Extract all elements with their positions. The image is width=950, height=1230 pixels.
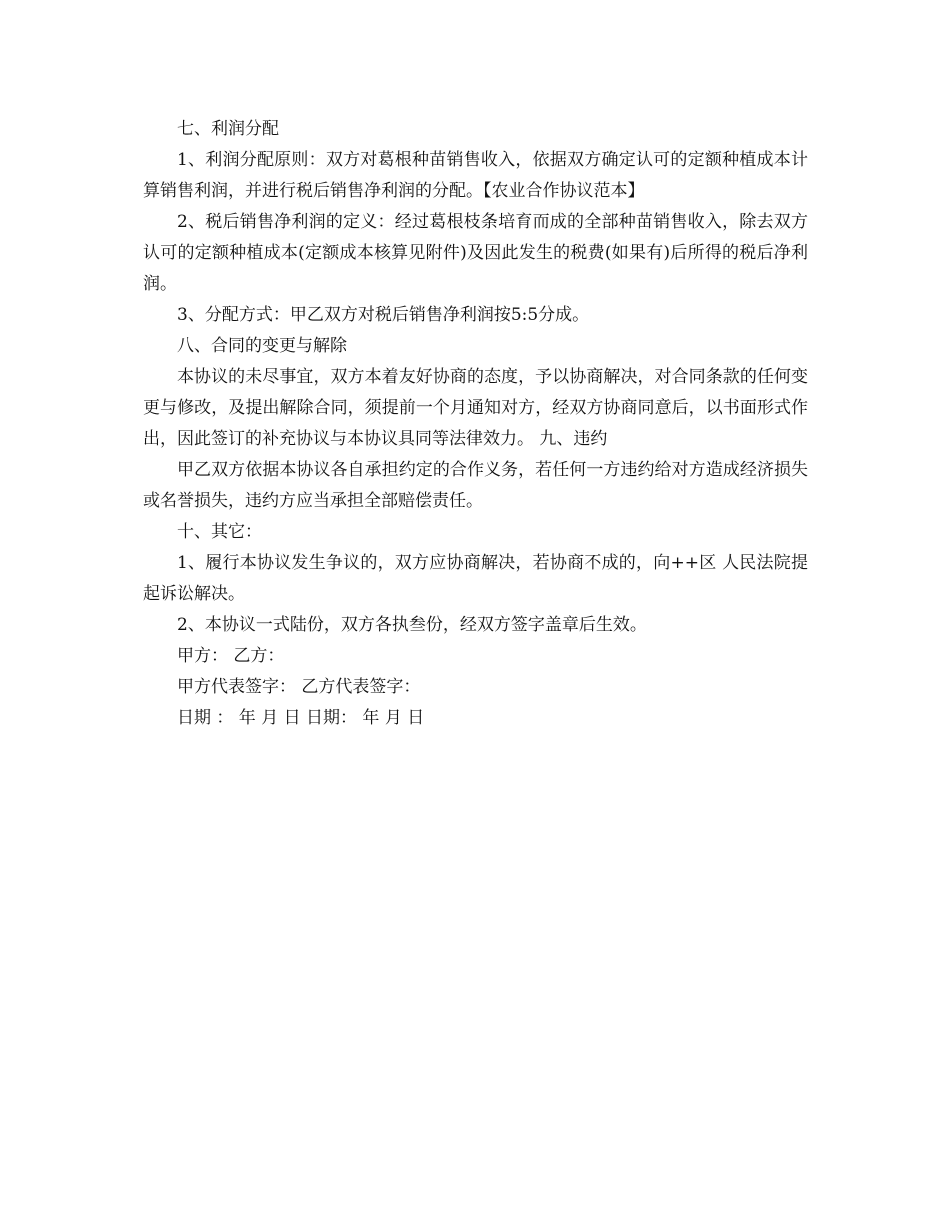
clause-dispute: 1、履行本协议发生争议的，双方应协商解决，若协商不成的，向++区 人民法院提起诉讼解决。 [143, 553, 808, 604]
document-body [143, 114, 808, 734]
clause-contract-change: 本协议的未尽事宜，双方本着友好协商的态度，予以协商解决，对合同条款的任何变更与修改，及提出解除合同，须提前一个月通知对方，经双方协商同意后，以书面形式作出，因此签订的补充协议与本协议具同等法律效力。 九、违约 [143, 367, 808, 449]
section-heading-contract-change: 八、合同的变更与解除 [177, 336, 347, 356]
signature-parties: 甲方： 乙方： [177, 646, 285, 666]
clause-copies: 2、本协议一式陆份，双方各执叁份，经双方签字盖章后生效。 [177, 615, 647, 635]
section-heading-others: 十、其它： [177, 522, 262, 542]
signature-representatives: 甲方代表签字： 乙方代表签字： [177, 677, 421, 697]
clause-distribution-method: 3、分配方式：甲乙双方对税后销售净利润按5:5分成。 [177, 305, 590, 325]
section-heading-profit-distribution: 七、利润分配 [177, 119, 279, 139]
clause-net-profit-definition: 2、税后销售净利润的定义：经过葛根枝条培育而成的全部种苗销售收入，除去双方认可的定额种植成本(定额成本核算见附件)及因此发生的税费(如果有)后所得的税后净利润。 [143, 212, 808, 294]
clause-profit-principle: 1、利润分配原则：双方对葛根种苗销售收入，依据双方确定认可的定额种植成本计算销售利润，并进行税后销售净利润的分配。【农业合作协议范本】 [143, 150, 808, 201]
clause-breach: 甲乙双方依据本协议各自承担约定的合作义务，若任何一方违约给对方造成经济损失或名誉损失，违约方应当承担全部赔偿责任。 [143, 460, 808, 511]
signature-dates: 日期 ： 年 月 日 日期： 年 月 日 [177, 708, 425, 728]
